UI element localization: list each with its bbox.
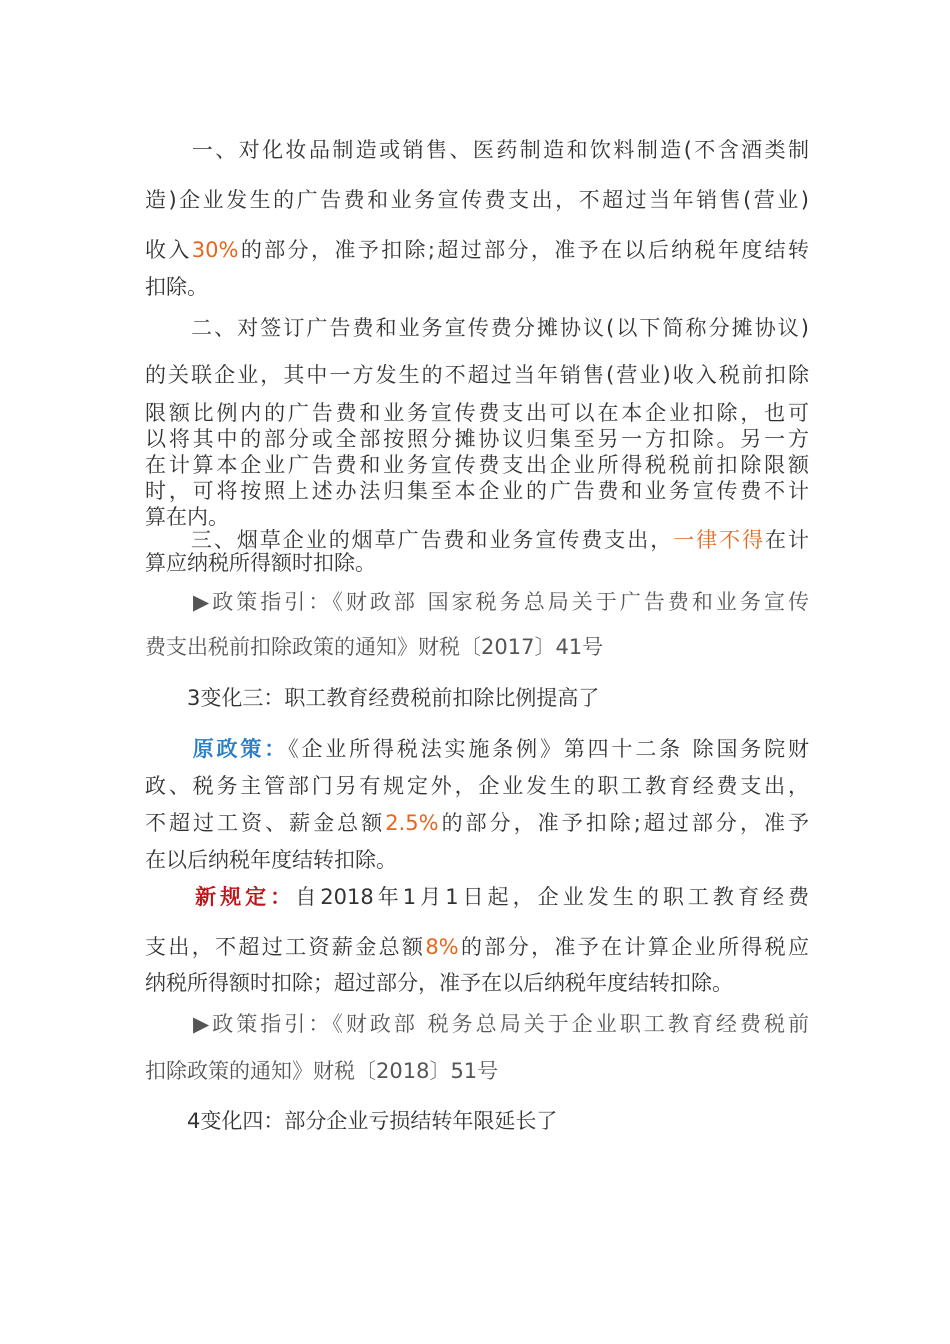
policy-guide-2-line1: ▶政策指引：《财政部 税务总局关于企业职工教育经费税前 (145, 1012, 809, 1036)
para1-line2: 造)企业发生的广告费和业务宣传费支出，不超过当年销售(营业) (145, 188, 809, 212)
policy-guide-1-line1: ▶政策指引：《财政部 国家税务总局关于广告费和业务宣传 (145, 590, 809, 614)
original-policy-label: 原政策： (192, 737, 289, 761)
para3-line1: 三、烟草企业的烟草广告费和业务宣传费支出，一律不得在计 (145, 528, 810, 552)
original-policy-line1: 原政策：《企业所得税法实施条例》第四十二条 除国务院财 (192, 737, 809, 761)
para2-line6: 时，可将按照上述办法归集至本企业的广告费和业务宣传费不计 (145, 479, 809, 503)
policy-guide-2-line2: 扣除政策的通知》财税〔2018〕51号 (145, 1059, 499, 1083)
original-policy-line2: 政、税务主管部门另有规定外，企业发生的职工教育经费支出， (145, 774, 809, 798)
policy-guide-1-line2: 费支出税前扣除政策的通知》财税〔2017〕41号 (145, 635, 604, 659)
original-policy-line3: 不超过工资、薪金总额2.5%的部分，准予扣除;超过部分，准予 (145, 811, 809, 835)
new-rule-line2: 支出，不超过工资薪金总额8%的部分，准予在计算企业所得税应 (145, 935, 810, 959)
new-rule-line3: 纳税所得额时扣除；超过部分，准予在以后纳税年度结转扣除。 (145, 971, 733, 995)
para2-line7: 算在内。 (145, 505, 229, 529)
section-heading-4: 4变化四：部分企业亏损结转年限延长了 (145, 1109, 558, 1133)
para1-line3: 收入30%的部分，准予扣除;超过部分，准予在以后纳税年度结转 (145, 238, 810, 262)
para2-line3: 限额比例内的广告费和业务宣传费支出可以在本企业扣除，也可 (145, 401, 809, 425)
para2-line4: 以将其中的部分或全部按照分摊协议归集至另一方扣除。另一方 (145, 427, 809, 451)
para2-line5: 在计算本企业广告费和业务宣传费支出企业所得税税前扣除限额 (145, 453, 809, 477)
para1-line1: 一、对化妆品制造或销售、医药制造和饮料制造(不含酒类制 (145, 138, 809, 162)
para2-line1: 二、对签订广告费和业务宣传费分摊协议(以下简称分摊协议) (145, 316, 809, 340)
percent-2-5: 2.5% (385, 811, 439, 835)
para3-line2: 算应纳税所得额时扣除。 (145, 551, 376, 575)
highlight-forbidden: 一律不得 (673, 528, 766, 552)
new-rule-label: 新规定： (195, 885, 296, 909)
para2-line2: 的关联企业，其中一方发生的不超过当年销售(营业)收入税前扣除 (145, 363, 809, 387)
section-heading-3: 3变化三：职工教育经费税前扣除比例提高了 (145, 686, 600, 710)
new-rule-line1: 新规定：自2018年1月1日起，企业发生的职工教育经费 (195, 885, 810, 909)
original-policy-line4: 在以后纳税年度结转扣除。 (145, 848, 397, 872)
percent-30: 30% (191, 238, 239, 262)
para1-line4: 扣除。 (145, 275, 208, 299)
percent-8: 8% (425, 935, 459, 959)
